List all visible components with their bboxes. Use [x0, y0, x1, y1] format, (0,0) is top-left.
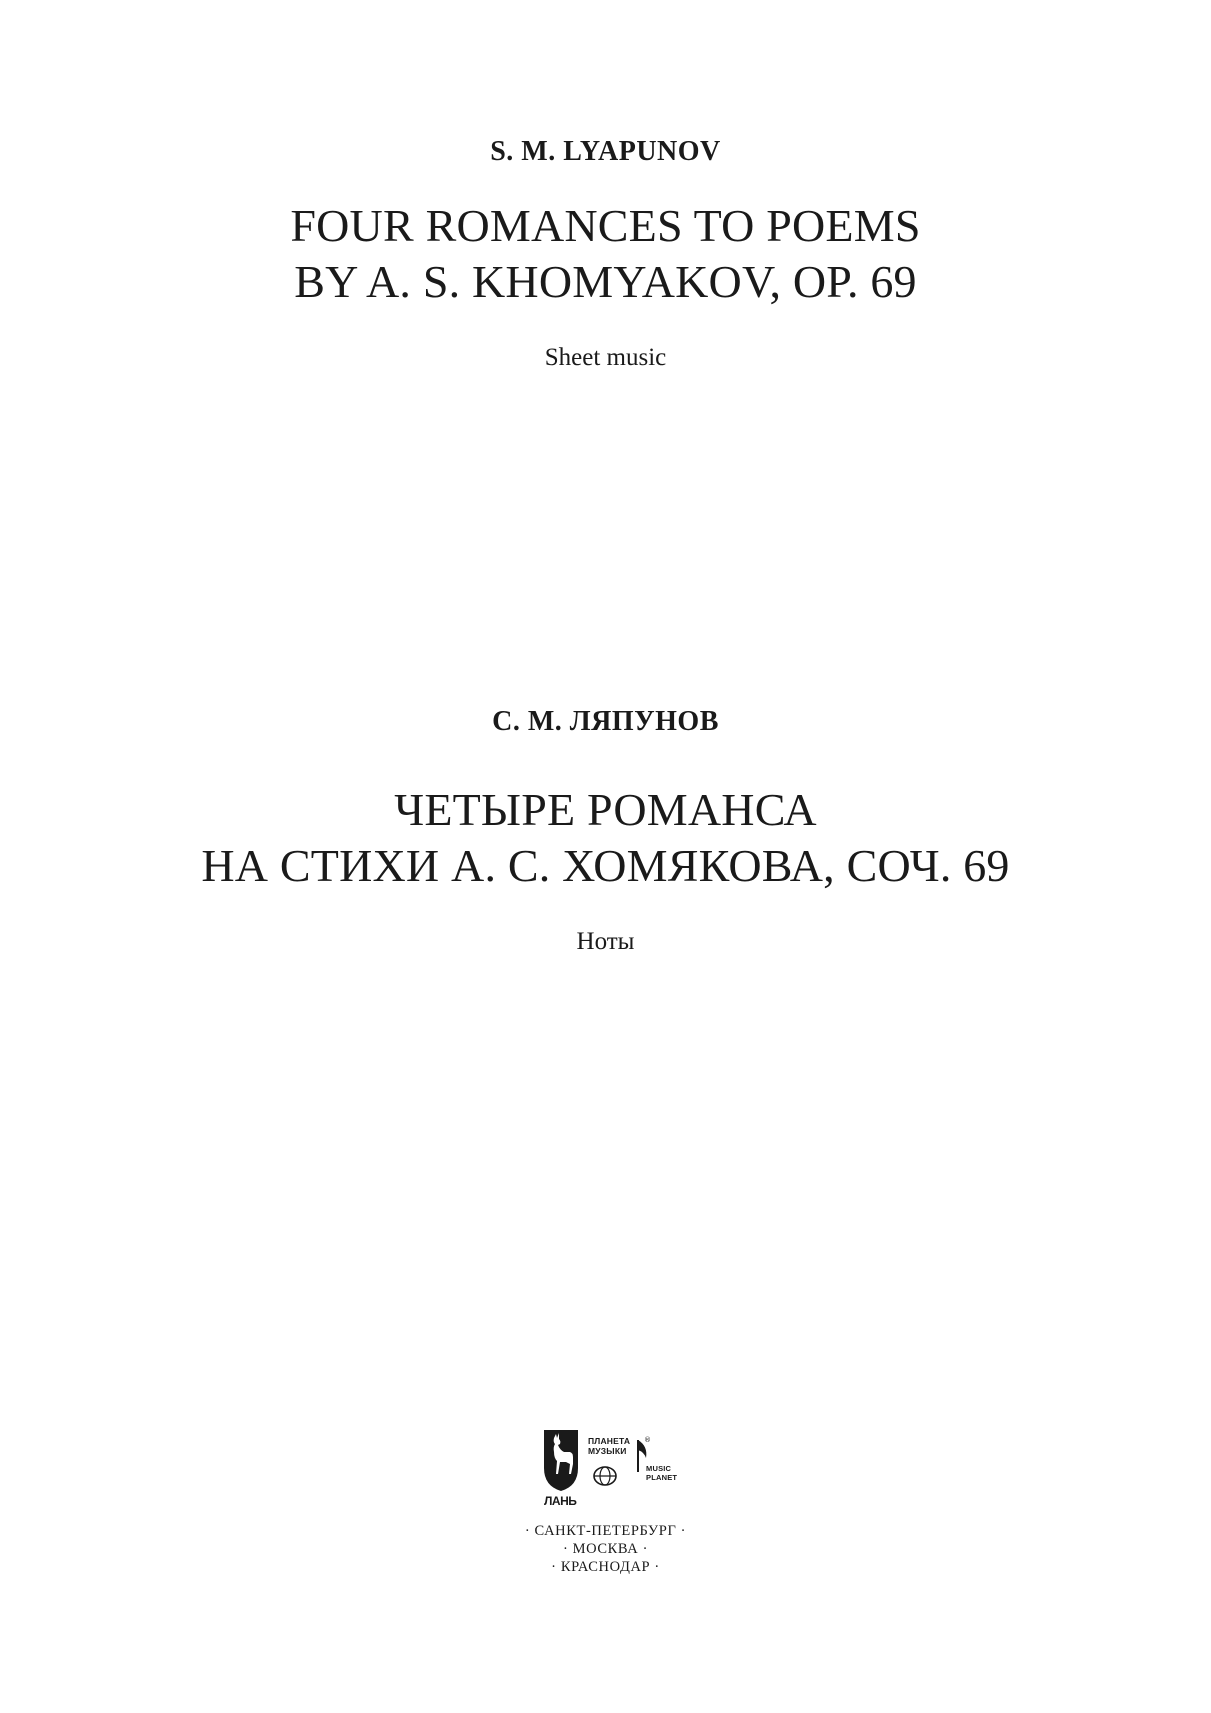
planet-ru-line-1: ПЛАНЕТА — [588, 1436, 631, 1446]
planet-en-line-2: PLANET — [646, 1473, 678, 1482]
city-krasnodar: · КРАСНОДАР · — [551, 1559, 660, 1575]
planet-en-line-1: MUSIC — [646, 1464, 672, 1473]
title-russian — [0, 782, 1211, 894]
planet-en-label — [646, 1464, 692, 1482]
lan-label: ЛАНЬ — [544, 1494, 577, 1508]
title-english-line-1: FOUR ROMANCES TO POEMS — [290, 200, 921, 251]
title-english-line-2: BY A. S. KHOMYAKOV, OP. 69 — [294, 256, 917, 307]
publisher-logos — [530, 1428, 690, 1510]
subtitle-russian: Ноты — [576, 928, 635, 955]
registered-mark: ® — [644, 1436, 651, 1444]
publisher-cities — [0, 1522, 1211, 1576]
globe-icon — [592, 1464, 618, 1488]
planet-ru-line-2: МУЗЫКИ — [588, 1446, 627, 1456]
subtitle-english: Sheet music — [544, 344, 667, 371]
title-russian-line-1: ЧЕТЫРЕ РОМАНСА — [394, 784, 817, 835]
title-russian-line-2: НА СТИХИ А. С. ХОМЯКОВА, СОЧ. 69 — [201, 840, 1010, 891]
author-russian: С. М. ЛЯПУНОВ — [492, 706, 719, 737]
city-saint-petersburg: · САНКТ-ПЕТЕРБУРГ · — [524, 1523, 687, 1539]
city-moscow: · МОСКВА · — [562, 1541, 649, 1557]
music-planet-logo — [588, 1434, 698, 1494]
author-english: S. M. LYAPUNOV — [490, 136, 721, 167]
lan-deer-logo-icon — [542, 1428, 580, 1510]
title-english — [0, 198, 1211, 310]
planet-ru-label — [588, 1436, 638, 1456]
